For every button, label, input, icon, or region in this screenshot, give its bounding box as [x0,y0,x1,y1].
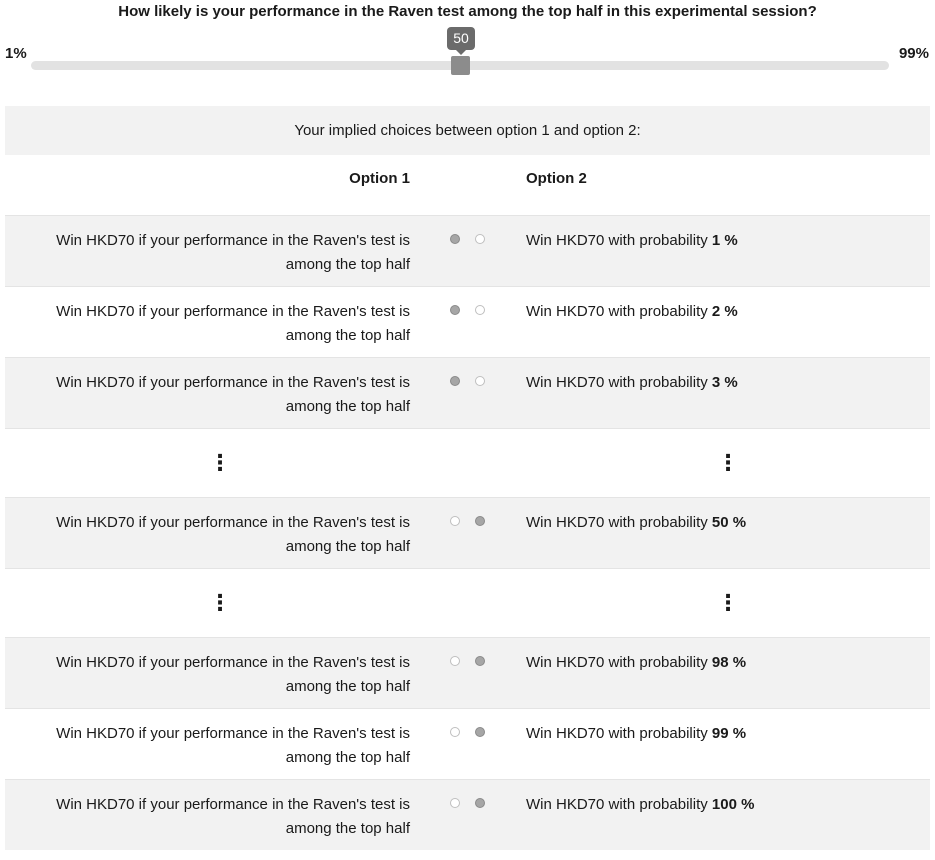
option1-radio[interactable] [450,516,460,526]
probability-value: 50 % [711,514,747,531]
probability-value: 100 % [711,796,755,813]
probability-value: 99 % [711,725,747,742]
option2-radio[interactable] [475,516,485,526]
vertical-ellipsis-icon: ⋮ [209,450,231,475]
option1-text: Win HKD70 if your performance in the Raven's test is among the top half [56,725,410,766]
option1-text: Win HKD70 if your performance in the Raven's test is among the top half [56,654,410,695]
choice-row [5,357,930,428]
option2-text: Win HKD70 with probability 1 % [526,232,738,249]
ellipsis-row [5,428,930,497]
option2-radio[interactable] [475,727,485,737]
option2-radio[interactable] [475,376,485,386]
slider-value-tooltip: 50 [447,27,475,50]
choice-row [5,779,930,850]
choice-row [5,497,930,568]
header-option2: Option 2 [526,170,587,187]
option1-text: Win HKD70 if your performance in the Raven's test is among the top half [56,374,410,415]
option2-radio[interactable] [475,656,485,666]
choice-row [5,708,930,779]
slider-handle[interactable] [451,56,470,75]
option1-radio[interactable] [450,798,460,808]
option2-text: Win HKD70 with probability 98 % [526,654,747,671]
option1-radio[interactable] [450,305,460,315]
choice-row [5,286,930,357]
table-header [5,155,930,215]
option1-text: Win HKD70 if your performance in the Raven's test is among the top half [56,514,410,555]
option2-text: Win HKD70 with probability 99 % [526,725,747,742]
question-title: How likely is your performance in the Raven test among the top half in this experimental session? [118,3,817,20]
option2-radio[interactable] [475,798,485,808]
choice-row [5,637,930,708]
option1-radio[interactable] [450,234,460,244]
probability-value: 98 % [711,654,747,671]
table-caption: Your implied choices between option 1 and option 2: [5,106,930,155]
probability-value: 1 % [711,232,738,249]
ellipsis-row [5,568,930,637]
probability-value: 2 % [711,303,738,320]
option1-radio[interactable] [450,376,460,386]
vertical-ellipsis-icon: ⋮ [209,590,231,615]
option2-text: Win HKD70 with probability 100 % [526,796,755,813]
option1-text: Win HKD70 if your performance in the Raven's test is among the top half [56,303,410,344]
header-option1: Option 1 [349,170,410,187]
vertical-ellipsis-icon: ⋮ [717,590,739,615]
option2-text: Win HKD70 with probability 50 % [526,514,747,531]
probability-value: 3 % [711,374,738,391]
option2-text: Win HKD70 with probability 2 % [526,303,738,320]
option1-text: Win HKD70 if your performance in the Raven's test is among the top half [56,796,410,837]
option1-radio[interactable] [450,727,460,737]
option2-radio[interactable] [475,234,485,244]
choice-row [5,215,930,286]
option2-text: Win HKD70 with probability 3 % [526,374,738,391]
vertical-ellipsis-icon: ⋮ [717,450,739,475]
option1-text: Win HKD70 if your performance in the Raven's test is among the top half [56,232,410,273]
option1-radio[interactable] [450,656,460,666]
choice-table [5,106,930,850]
option2-radio[interactable] [475,305,485,315]
slider-max-label: 99% [898,45,929,62]
slider-min-label: 1% [5,45,27,62]
